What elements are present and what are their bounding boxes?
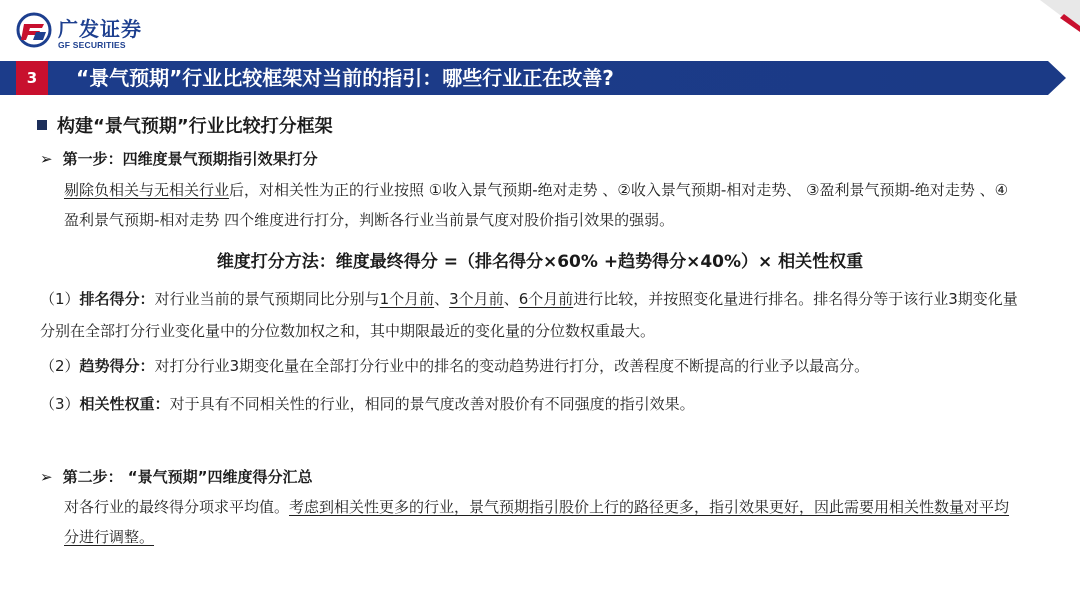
- item-text: 进行比较，并按照变化量进行排名。排名得分等于该行业3期变化量分别在全部打分行业变化量中的分位数加权之和，其中期限最近的变化量的分位数权重最大。: [40, 290, 1018, 340]
- item-text: 对打分行业3期变化量在全部打分行业中的排名的变动趋势进行打分，改善程度不断提高的行业予以最高分。: [154, 357, 870, 375]
- step1-heading-text: 第一步：四维度景气预期指引效果打分: [62, 150, 318, 168]
- corner-decoration: [1020, 0, 1080, 40]
- step1-heading: [40, 148, 318, 169]
- section-heading-text: 构建“景气预期”行业比较打分框架: [57, 116, 333, 137]
- underlined-1m: 1个月前: [379, 290, 435, 308]
- item-label: 相关性权重：: [79, 395, 170, 413]
- page-title: “景气预期”行业比较框架对当前的指引：哪些行业正在改善?: [76, 66, 614, 90]
- list-item-trend-score: [40, 350, 1030, 382]
- list-item-correlation-weight: [40, 388, 1030, 420]
- list-item-ranking-score: [40, 283, 1030, 347]
- logo-text-cn: 广发证券: [58, 17, 142, 41]
- item-text: 对行业当前的景气预期同比分别与: [154, 290, 380, 308]
- step2-paragraph: [64, 492, 1014, 552]
- step2-heading-text: 第二步： “景气预期”四维度得分汇总: [62, 468, 313, 486]
- underlined-3m: 3个月前: [449, 290, 504, 308]
- item-label: 排名得分：: [79, 290, 155, 308]
- item-text: 对于具有不同相关性的行业，相同的景气度改善对股价有不同强度的指引效果。: [169, 395, 695, 413]
- square-bullet-icon: [37, 120, 47, 130]
- step2-heading: [40, 466, 313, 487]
- step1-text: 后，对相关性为正的行业按照 ①收入景气预期-绝对走势 、②收入景气预期-相对走势、 ③盈利景气预期-绝对走势 、④盈利景气预期-相对走势 四个维度进行打分，判断各行业当前景气度对股价指引效果的强弱。: [64, 181, 1009, 229]
- step1-paragraph: [64, 175, 1014, 235]
- step2-text: 对各行业的最终得分项求平均值。: [64, 498, 290, 516]
- arrow-bullet-icon: ➢: [40, 468, 53, 486]
- item-text: 、: [434, 290, 450, 308]
- company-logo: [16, 12, 166, 54]
- step2-underlined-text: 考虑到相关性更多的行业，景气预期指引股价上行的路径更多，指引效果更好，因此需要用相关性数量对平均分进行调整。: [64, 498, 1010, 546]
- item-prefix: （2）: [40, 357, 80, 375]
- item-text: 、: [503, 290, 519, 308]
- item-prefix: （1）: [40, 290, 80, 308]
- gf-logo-icon: [16, 12, 52, 48]
- item-label: 趋势得分：: [79, 357, 155, 375]
- title-bar: [0, 61, 1080, 95]
- section-heading: [37, 112, 333, 138]
- scoring-formula: 维度打分方法：维度最终得分 =（排名得分×60% +趋势得分×40%）× 相关性权重: [216, 252, 864, 272]
- logo-text-en: GF SECURITIES: [58, 40, 126, 50]
- underlined-6m: 6个月前: [518, 290, 574, 308]
- item-prefix: （3）: [40, 395, 80, 413]
- step1-underlined-text: 剔除负相关与无相关行业: [64, 181, 230, 199]
- section-number-badge: 3: [16, 61, 48, 95]
- arrow-bullet-icon: ➢: [40, 150, 53, 168]
